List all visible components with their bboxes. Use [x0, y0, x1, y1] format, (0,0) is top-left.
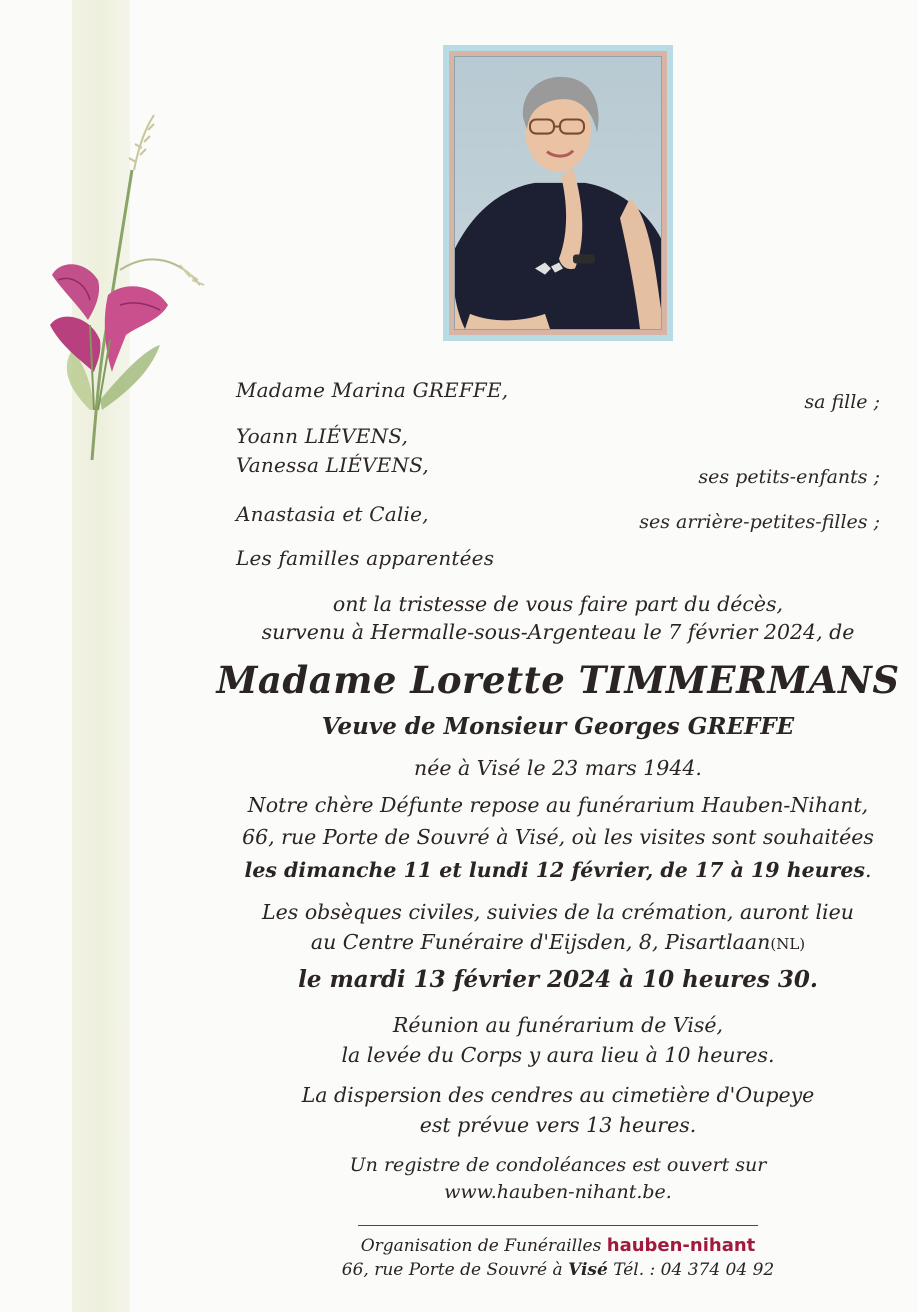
ashes-line: est prévue vers 13 heures.: [419, 1113, 697, 1137]
visitation-line: Notre chère Défunte repose au funérarium Hauben-Nihant,: [247, 793, 869, 817]
relation-daughter: sa fille ;: [804, 391, 880, 413]
funeral-line: Les obsèques civiles, suivies de la crémation, auront lieu: [262, 900, 854, 924]
brand-logo: hauben-nihant: [606, 1235, 756, 1256]
registry-url[interactable]: www.hauben-nihant.be.: [444, 1181, 672, 1203]
funeral-location: au Centre Funéraire d'Eijsden, 8, Pisartlaan(NL): [310, 930, 806, 954]
footer-divider: [358, 1225, 758, 1226]
portrait-image: [455, 57, 661, 329]
footer-address: 66, rue Porte de Souvré à Visé Tél. : 04 374 04 92: [341, 1260, 775, 1280]
meeting-line: Réunion au funérarium de Visé,: [392, 1013, 724, 1037]
visitation-dates-text: les dimanche 11 et lundi 12 février, de 17 à 19 heures: [244, 858, 865, 882]
footer-city: Visé: [568, 1260, 608, 1280]
family-member-grandchild: Vanessa LIÉVENS,: [236, 453, 429, 477]
meeting-line: la levée du Corps y aura lieu à 10 heures.: [341, 1043, 775, 1067]
announcement-line: ont la tristesse de vous faire part du décès,: [332, 592, 784, 616]
relation-grandchildren: ses petits-enfants ;: [698, 466, 880, 488]
funeral-date: le mardi 13 février 2024 à 10 heures 30.: [298, 966, 818, 993]
widow-of: Veuve de Monsieur Georges GREFFE: [321, 713, 795, 740]
announcement-line: survenu à Hermalle-sous-Argenteau le 7 février 2024, de: [261, 620, 855, 644]
deceased-name: Madame Lorette TIMMERMANS: [216, 658, 900, 702]
footer-phone: Tél. : 04 374 04 92: [613, 1260, 775, 1280]
portrait-photo: [454, 56, 662, 330]
portrait-frame: [443, 45, 673, 341]
visitation-line: 66, rue Porte de Souvré à Visé, où les visites sont souhaitées: [242, 825, 874, 849]
footer-organisation: Organisation de Funérailles hauben-nihant: [360, 1235, 756, 1256]
ashes-line: La dispersion des cendres au cimetière d'Oupeye: [301, 1083, 815, 1107]
birth-info: née à Visé le 23 mars 1944.: [414, 756, 702, 780]
calla-lily-flower-icon: [30, 110, 220, 470]
country-code: (NL): [770, 935, 806, 953]
family-member-grandchild: Yoann LIÉVENS,: [236, 424, 409, 448]
relation-great-grandchildren: ses arrière-petites-filles ;: [639, 511, 880, 533]
visitation-dates: les dimanche 11 et lundi 12 février, de 17 à 19 heures.: [244, 858, 872, 882]
family-member-relatives: Les familles apparentées: [236, 546, 495, 570]
registry-line: Un registre de condoléances est ouvert sur: [349, 1154, 767, 1176]
family-member-daughter: Madame Marina GREFFE,: [236, 378, 509, 402]
family-member-great-grandchildren: Anastasia et Calie,: [236, 502, 429, 526]
